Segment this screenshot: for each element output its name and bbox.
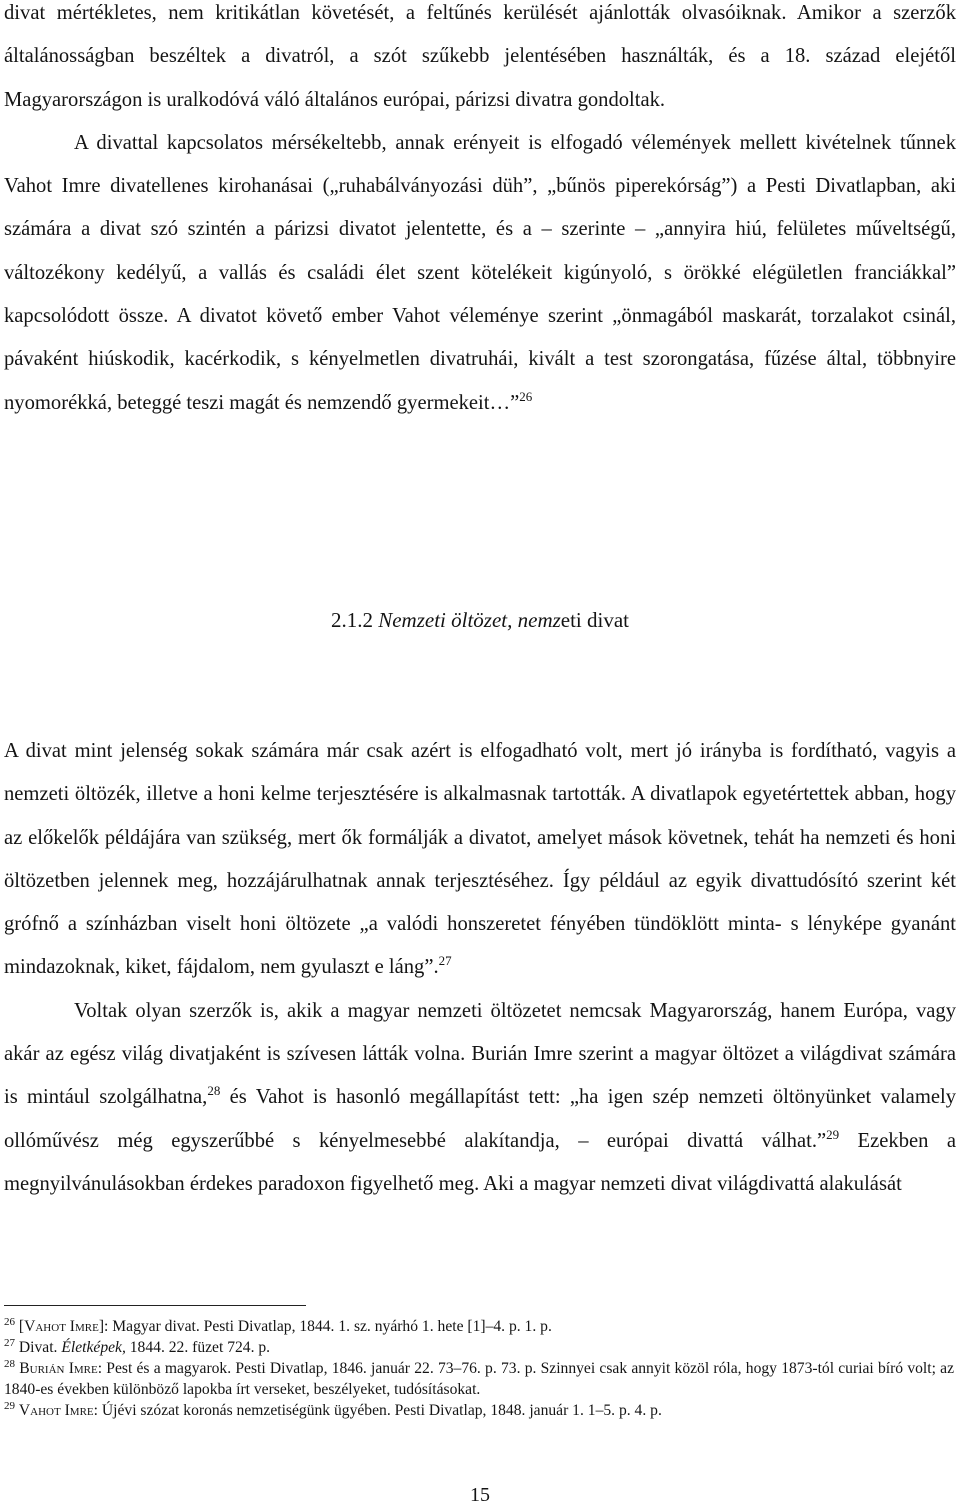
section-heading xyxy=(0,600,960,640)
section-title-rest: eti divat xyxy=(560,608,630,632)
footnote-27 xyxy=(4,1337,954,1358)
footnote-28 xyxy=(4,1358,954,1400)
footnote-29-text: : Újévi szózat koronás nemzetiségünk ügyében. Pesti Divatlap, 1848. január 1. 1–5. p. 4. p. xyxy=(93,1402,662,1419)
paragraph-voltak-text-c: Ezekben a megnyilvánulásokban érdekes paradoxon figyelhető meg. Aki a magyar nemzeti divat világdivattá alakulását xyxy=(4,1129,956,1195)
footnotes xyxy=(4,1316,954,1421)
footnote-26-author: [Vahot Imre] xyxy=(18,1318,105,1335)
paragraph-vahot-text: A divattal kapcsolatos mérsékeltebb, annak erényeit is elfogadó vélemények mellett kivételnek tűnnek Vahot Imre divatellenes kirohanásai („ruhabálványozási düh”, „bűnös piperekórság”) a Pesti Divatlapban, aki számára a divat szó szintén a párizsi divatot jelentette, és a – szerinte – „annyira hiú, felületes műveltségű, változékony kedélyű, a vallás és családi élet szent kötelékeit kigúnyoló, s örökké elégületlen franciákkal” kapcsolódott össze. A divatot követő ember Vahot véleménye szerint „önmagából maskarát, torzalakot csinál, pávaként hiúskodik, kacérkodik, s kényelmetlen divatruhái, kivált a test szorongatása, fűzése által, többnyire nyomorékká, beteggé teszi magát és nemzendő gyermekeit…” xyxy=(4,131,956,414)
footnote-ref-28[interactable]: 28 xyxy=(207,1083,221,1099)
section-number: 2.1.2 xyxy=(330,608,373,632)
footnote-27-italic: Életképek, xyxy=(61,1339,126,1356)
page-number: 15 xyxy=(470,1484,490,1506)
footnote-26-number: 26 xyxy=(4,1316,15,1328)
footnote-29 xyxy=(4,1400,954,1421)
footnote-ref-27[interactable]: 27 xyxy=(438,953,452,969)
footnote-separator xyxy=(4,1305,306,1306)
paragraph-voltak-text-b: és Vahot is hasonló megállapítást tett: „ha igen szép nemzeti öltönyünket valamely ollóművész még egyszerűbbé s kényelmesebbé alakítandja, – európai divattá válhat.” xyxy=(4,1086,956,1152)
section-title-italic: Nemzeti öltözet, nemz xyxy=(378,608,561,632)
paragraph-voltak-text-a: Voltak olyan szerzők is, akik a magyar nemzeti öltözetet nemcsak Magyarország, hanem Európa, vagy akár az egész világ divatjaként is szívesen látták volna. Burián Imre szerint a magyar öltözet a világdivat számára is mintául szolgálhatna, xyxy=(4,999,956,1109)
paragraph-voltak xyxy=(4,990,956,1206)
footnote-ref-29[interactable]: 29 xyxy=(826,1126,840,1142)
paragraph-vahot xyxy=(4,122,956,425)
footnote-27-pre: Divat. xyxy=(18,1339,62,1356)
body-text-section xyxy=(4,730,956,1206)
paragraph-continued: divat mértékletes, nem kritikátlan követését, a feltűnés kerülését ajánlották olvasóiknak. Amikor a szerzők általánosságban beszéltek a divatról, a szót szűkebb jelentésében használták, és a 18. század elejétől Magyarországon is uralkodóvá váló általános európai, párizsi divatra gondoltak. xyxy=(4,2,956,111)
footnote-ref-26[interactable]: 26 xyxy=(519,388,533,404)
paragraph-divat-jelenseg-text: A divat mint jelenség sokak számára már csak azért is elfogadható volt, mert jó irányba is fordítható, vagyis a nemzeti öltözék, illetve a honi kelme terjesztésére is alkalmasnak tartották. A divatlapok egyetértettek abban, hogy az előkelők példájára van szükség, mert ők formálják a divatot, amelyet mások követnek, tehát ha nemzeti és honi öltözetben jelennek meg, hozzájárulhatnak annak terjesztéséhez. Így például az egyik divattudósító szerint két grófnő a színházban viselt honi öltözete „a valódi honszeretet fényében tündöklött minta- s lényképe gyanánt mindazoknak, kiket, fájdalom, nem gyulaszt e láng”. xyxy=(4,740,956,979)
footnote-29-number: 29 xyxy=(4,1400,15,1412)
footnote-28-number: 28 xyxy=(4,1358,15,1370)
footnote-26-text: : Magyar divat. Pesti Divatlap, 1844. 1. sz. nyárhó 1. hete [1]–4. p. 1. p. xyxy=(104,1318,552,1335)
footnote-27-text: 1844. 22. füzet 724. p. xyxy=(125,1339,271,1356)
footnote-28-text: : Pest és a magyarok. Pesti Divatlap, 1846. január 22. 73–76. p. 73. p. Szinnyei csak annyit közöl róla, hogy 1873-tól curiai bíró volt; az 1840-es években különböző lapokba írt verseket, beszélyeket, tudósításokat. xyxy=(4,1360,954,1398)
footnote-26 xyxy=(4,1316,954,1337)
footnote-29-author: Vahot Imre xyxy=(18,1402,94,1419)
body-text-top xyxy=(4,0,956,425)
paragraph-divat-jelenseg xyxy=(4,730,956,990)
footnote-27-number: 27 xyxy=(4,1337,15,1349)
footnote-28-author: Burián Imre xyxy=(19,1360,98,1377)
